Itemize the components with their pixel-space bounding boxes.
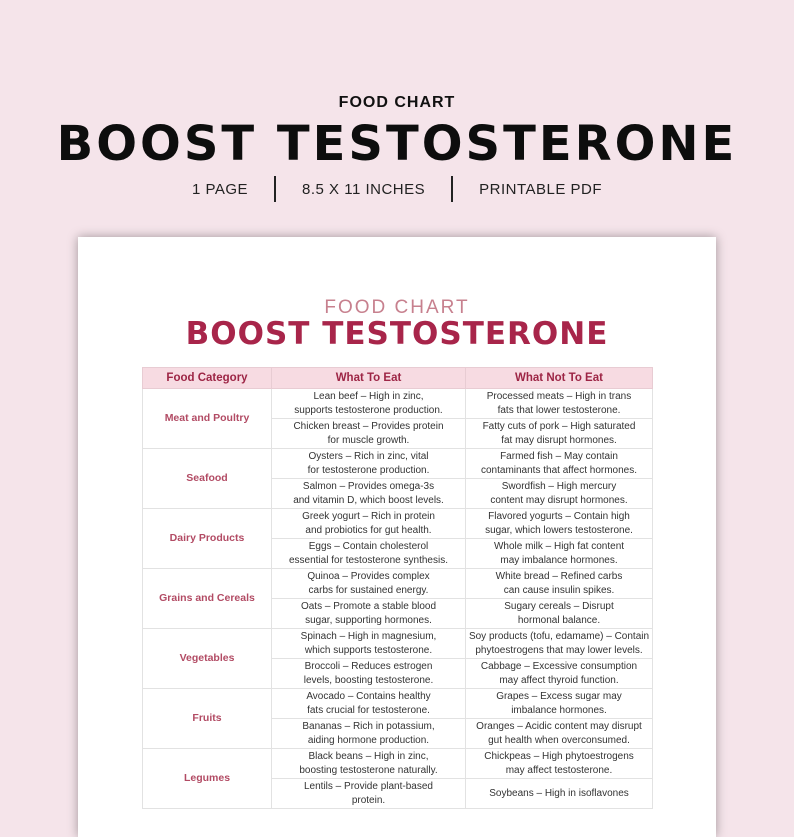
food-table (142, 367, 653, 809)
what-to-eat-cell (272, 389, 466, 419)
cell-text-line: Bananas – Rich in potassium, (302, 721, 435, 732)
table-row (143, 689, 653, 719)
what-not-to-eat-cell (466, 569, 653, 599)
cell-text-line: supports testosterone production. (294, 404, 443, 416)
cell-text-line: Avocado – Contains healthy (306, 691, 431, 702)
what-not-to-eat-cell (466, 419, 653, 449)
cell-text-line: protein. (351, 794, 386, 806)
cell-text-line: fats crucial for testosterone. (307, 704, 430, 716)
cell-text-line: Chicken breast – Provides protein (293, 421, 444, 432)
cell-text-line: contaminants that affect hormones. (480, 464, 637, 476)
what-not-to-eat-cell (466, 629, 653, 659)
cell-text-line: Greek yogurt – Rich in protein (302, 511, 435, 522)
cell-text-line: Chickpeas – High phytoestrogens (484, 751, 634, 762)
cell-text-line: sugar, which lowers testosterone. (485, 524, 633, 536)
table-row (143, 749, 653, 779)
what-not-to-eat-cell (466, 599, 653, 629)
what-not-to-eat-cell (466, 659, 653, 689)
cell-text-line: and probiotics for gut health. (305, 524, 432, 536)
cell-text-line: phytoestrogens that may lower levels. (475, 644, 643, 656)
cell-text-line: boosting testosterone naturally. (299, 764, 438, 776)
cell-text-line: Broccoli – Reduces estrogen (304, 661, 433, 672)
cell-text-line: and vitamin D, which boost levels. (293, 494, 444, 506)
table-row (143, 509, 653, 539)
cell-text-line: Soy products (tofu, edamame) – Contain (468, 631, 650, 642)
sheet-kicker: FOOD CHART (324, 297, 470, 318)
cell-text-line: fat may disrupt hormones. (501, 434, 617, 446)
what-not-to-eat-cell (466, 719, 653, 749)
category-cell: Seafood (143, 449, 272, 509)
cell-text-line: aiding hormone production. (307, 734, 430, 746)
table-header-row (143, 368, 653, 389)
cell-text-line: which supports testosterone. (304, 644, 433, 656)
table-body (143, 389, 653, 809)
cell-text-line: Salmon – Provides omega-3s (302, 481, 435, 492)
cell-text-line: Oysters – Rich in zinc, vital (308, 451, 429, 462)
header-food-category: Food Category (143, 368, 272, 389)
cell-text-line: Sugary cereals – Disrupt (504, 601, 614, 612)
banner-title: BOOST TESTOSTERONE (56, 116, 738, 172)
category-cell: Fruits (143, 689, 272, 749)
cell-text-line: sugar, supporting hormones. (305, 614, 432, 626)
what-to-eat-cell (272, 509, 466, 539)
cell-text-line: Black beans – High in zinc, (308, 751, 429, 762)
cell-text-line: fats that lower testosterone. (497, 404, 621, 416)
cell-text-line: hormonal balance. (517, 614, 601, 626)
what-to-eat-cell (272, 419, 466, 449)
category-cell: Vegetables (143, 629, 272, 689)
cell-text-line: Lean beef – High in zinc, (313, 391, 424, 402)
cell-text-line: for testosterone production. (307, 464, 430, 476)
what-not-to-eat-cell (466, 509, 653, 539)
category-cell: Legumes (143, 749, 272, 809)
cell-text-line: Spinach – High in magnesium, (300, 631, 437, 642)
what-to-eat-cell (272, 569, 466, 599)
cell-text-line: Whole milk – High fat content (493, 541, 625, 552)
table-row (143, 449, 653, 479)
cell-text-line: may imbalance hormones. (500, 554, 618, 566)
cell-text-line: content may disrupt hormones. (490, 494, 628, 506)
cell-text-line: gut health when overconsumed. (488, 734, 630, 746)
cell-text-line: Quinoa – Provides complex (307, 571, 430, 582)
table-row (143, 389, 653, 419)
spec-pages: 1 PAGE (191, 180, 249, 198)
cell-text-line: Soybeans – High in isoflavones (489, 787, 629, 799)
cell-text-line: may affect testosterone. (505, 764, 613, 776)
cell-text-line: Grapes – Excess sugar may (496, 691, 622, 702)
what-to-eat-cell (272, 719, 466, 749)
what-not-to-eat-cell (466, 539, 653, 569)
banner-kicker: FOOD CHART (338, 94, 456, 111)
sheet-title: BOOST TESTOSTERONE (185, 316, 609, 352)
what-not-to-eat-cell (466, 479, 653, 509)
cell-text-line: Oranges – Acidic content may disrupt (476, 721, 642, 732)
cell-text-line: levels, boosting testosterone. (303, 674, 434, 686)
category-cell: Meat and Poultry (143, 389, 272, 449)
cell-text-line: Farmed fish – May contain (500, 451, 618, 462)
cell-text-line: Lentils – Provide plant-based (304, 781, 433, 792)
spec-size: 8.5 X 11 INCHES (302, 180, 426, 198)
table-row (143, 629, 653, 659)
what-to-eat-cell (272, 659, 466, 689)
cell-text-line: Fatty cuts of pork – High saturated (482, 421, 636, 432)
what-not-to-eat-cell (466, 449, 653, 479)
chart-sheet-preview (78, 237, 716, 837)
cell-text-line: Flavored yogurts – Contain high (488, 511, 630, 522)
cell-text-line: Processed meats – High in trans (486, 391, 632, 402)
cell-text-line: imbalance hormones. (511, 704, 607, 716)
what-to-eat-cell (272, 629, 466, 659)
cell-text-line: Eggs – Contain cholesterol (308, 541, 429, 552)
cell-text-line: Oats – Promote a stable blood (300, 601, 437, 612)
what-to-eat-cell (272, 689, 466, 719)
what-not-to-eat-cell (466, 749, 653, 779)
cell-text-line: Swordfish – High mercury (501, 481, 617, 492)
table-row (143, 569, 653, 599)
header-what-to-eat: What To Eat (272, 368, 466, 389)
cell-text-line: carbs for sustained energy. (308, 584, 429, 596)
category-cell: Grains and Cereals (143, 569, 272, 629)
cell-text-line: essential for testosterone synthesis. (289, 554, 448, 566)
what-to-eat-cell (272, 479, 466, 509)
what-to-eat-cell (272, 599, 466, 629)
what-to-eat-cell (272, 749, 466, 779)
cell-text-line: may affect thyroid function. (499, 674, 619, 686)
what-to-eat-cell (272, 449, 466, 479)
what-not-to-eat-cell (466, 389, 653, 419)
cell-text-line: can cause insulin spikes. (503, 584, 615, 596)
cell-text-line: White bread – Refined carbs (495, 571, 623, 582)
what-not-to-eat-cell (466, 689, 653, 719)
cell-text-line: for muscle growth. (327, 434, 410, 446)
what-to-eat-cell (272, 539, 466, 569)
category-cell: Dairy Products (143, 509, 272, 569)
cell-text-line: Cabbage – Excessive consumption (480, 661, 638, 672)
spec-format: PRINTABLE PDF (479, 180, 603, 198)
header-what-not-to-eat: What Not To Eat (466, 368, 653, 389)
product-specs (0, 176, 794, 202)
